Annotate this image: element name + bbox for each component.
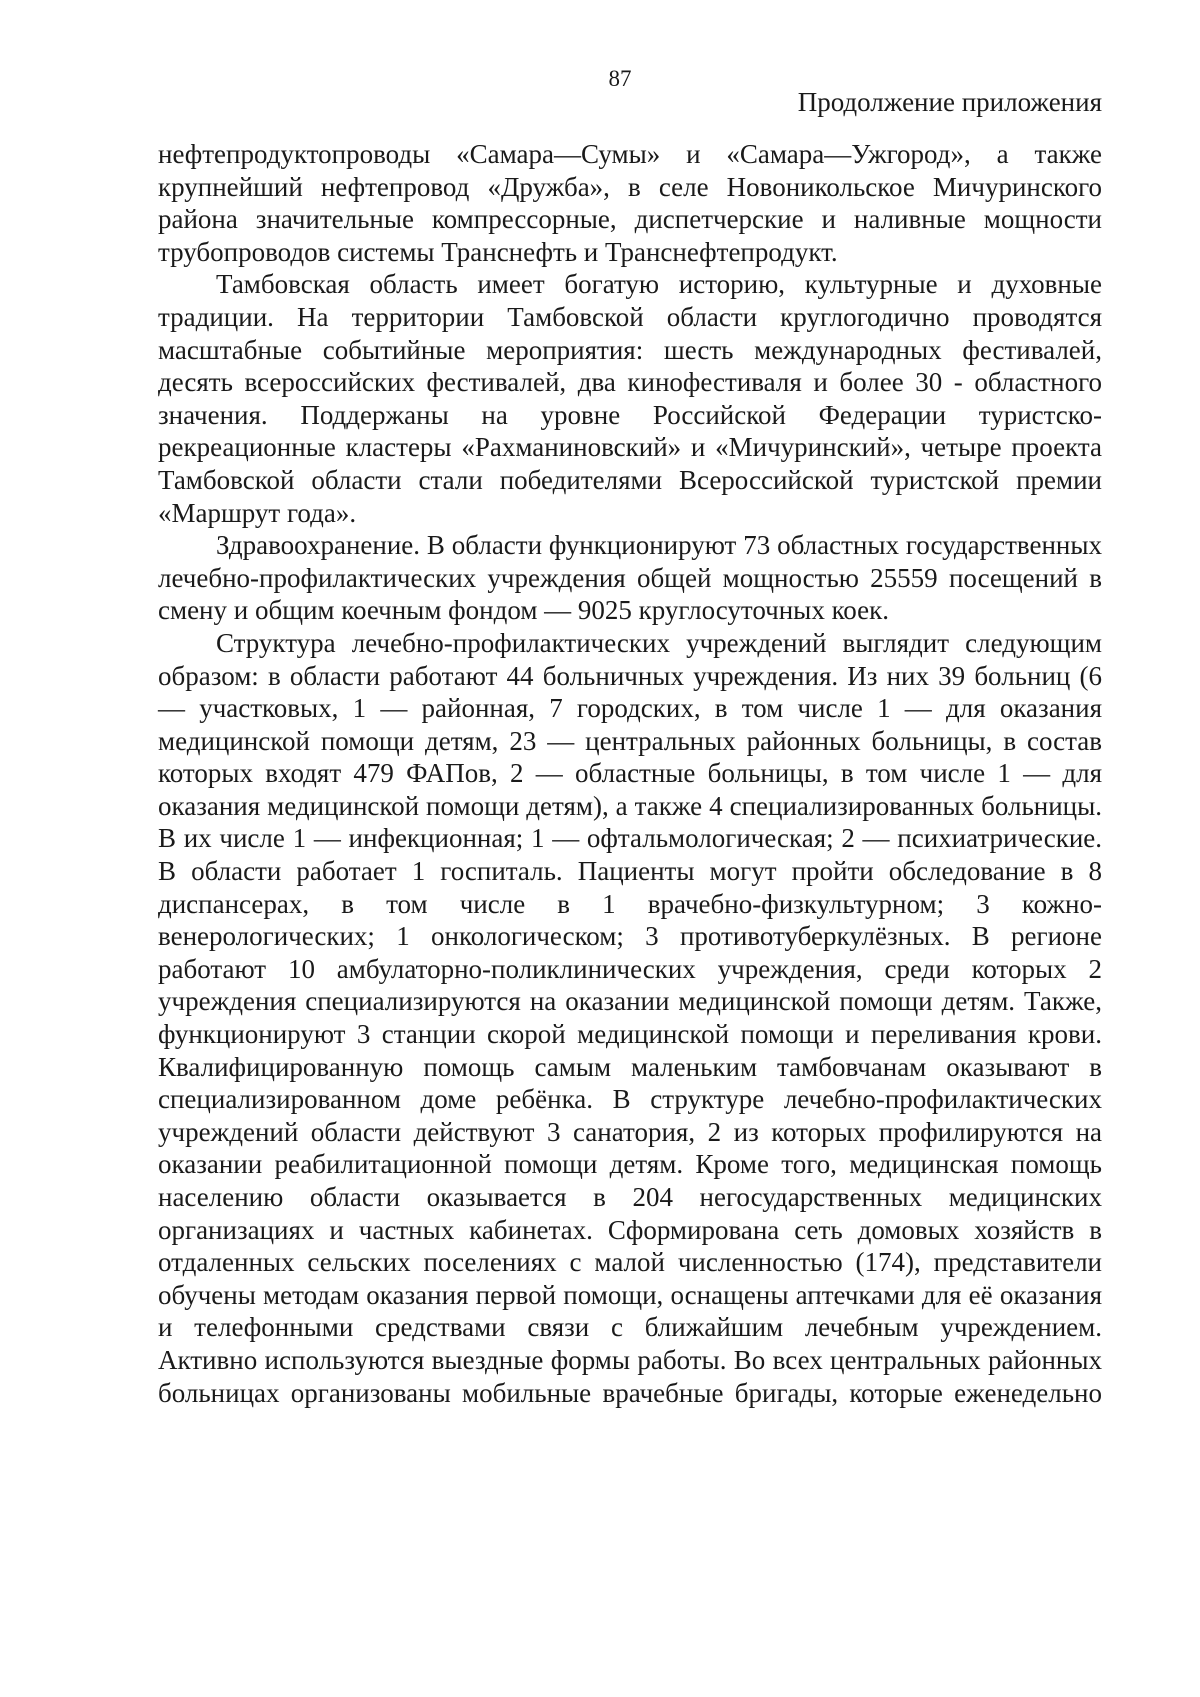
paragraph-pipelines: нефтепродуктопроводы «Самара—Сумы» и «Самара—Ужгород», а также крупнейший нефтепровод «Дружба», в селе Новоникольское Мичуринского района значительные компрессорные, диспетчерские и наливные мощности трубопроводов системы Транснефть и Транснефтепродукт. — [158, 139, 1102, 267]
paragraph-medical-structure: Структура лечебно-профилактических учреждений выглядит следующим образом: в области работают 44 больничных учреждения. Из них 39 больниц (6 — участковых, 1 — районная, 7 городских, в том числе 1 — для оказания медицинской помощи детям, 23 — центральных районных больницы, в состав которых входят 479 ФАПов, 2 — областные больницы, в том числе 1 — для оказания медицинской помощи детям), а также 4 специализированных больницы. В их числе 1 — инфекционная; 1 — офтальмологическая; 2 — психиатрические. В области работает 1 госпиталь. Пациенты могут пройти обследование в 8 диспансерах, в том числе в 1 врачебно-физкультурном; 3 кожно-венерологических; 1 онкологическом; 3 противотуберкулёзных. В регионе работают 10 амбулаторно-поликлинических учреждения, среди которых 2 учреждения специализируются на оказании медицинской помощи детям. Также, функционируют 3 станции скорой медицинской помощи и переливания крови. Квалифицированную помощь самым маленьким тамбовчанам оказывают в специализированном доме ребёнка. В структуре лечебно-профилактических учреждений области действуют 3 санатория, 2 из которых профилируются на оказании реабилитационной помощи детям. Кроме того, медицинская помощь населению области оказывается в 204 негосударственных медицинских организациях и частных кабинетах. Сформирована сеть домовых хозяйств в отдаленных сельских поселениях с малой численностью (174), представители обучены методам оказания первой помощи, оснащены аптечками для её оказания и телефонными средствами связи с ближайшим лечебным учреждением. Активно используются выездные формы работы. Во всех центральных районных больницах организованы мобильные врачебные бригады, которые еженедельно — [158, 627, 1102, 1408]
running-header: Продолжение приложения — [797, 87, 1102, 117]
paragraph-culture: Тамбовская область имеет богатую историю, культурные и духовные традиции. На территории Тамбовской области круглогодично проводятся масштабные событийные мероприятия: шесть международных фестивалей, десять всероссийских фестивалей, два кинофестиваля и более 30 - областного значения. Поддержаны на уровне Российской Федерации туристско-рекреационные кластеры «Рахманиновский» и «Мичуринский», четыре проекта Тамбовской области стали победителями Всероссийской туристской премии «Маршрут года». — [158, 269, 1102, 528]
page-number: 87 — [608, 66, 632, 91]
paragraph-healthcare: Здравоохранение. В области функционируют 73 областных государственных лечебно-профилактических учреждения общей мощностью 25559 посещений в смену и общим коечным фондом — 9025 круглосуточных коек. — [158, 530, 1102, 626]
body-text — [158, 138, 1102, 1409]
